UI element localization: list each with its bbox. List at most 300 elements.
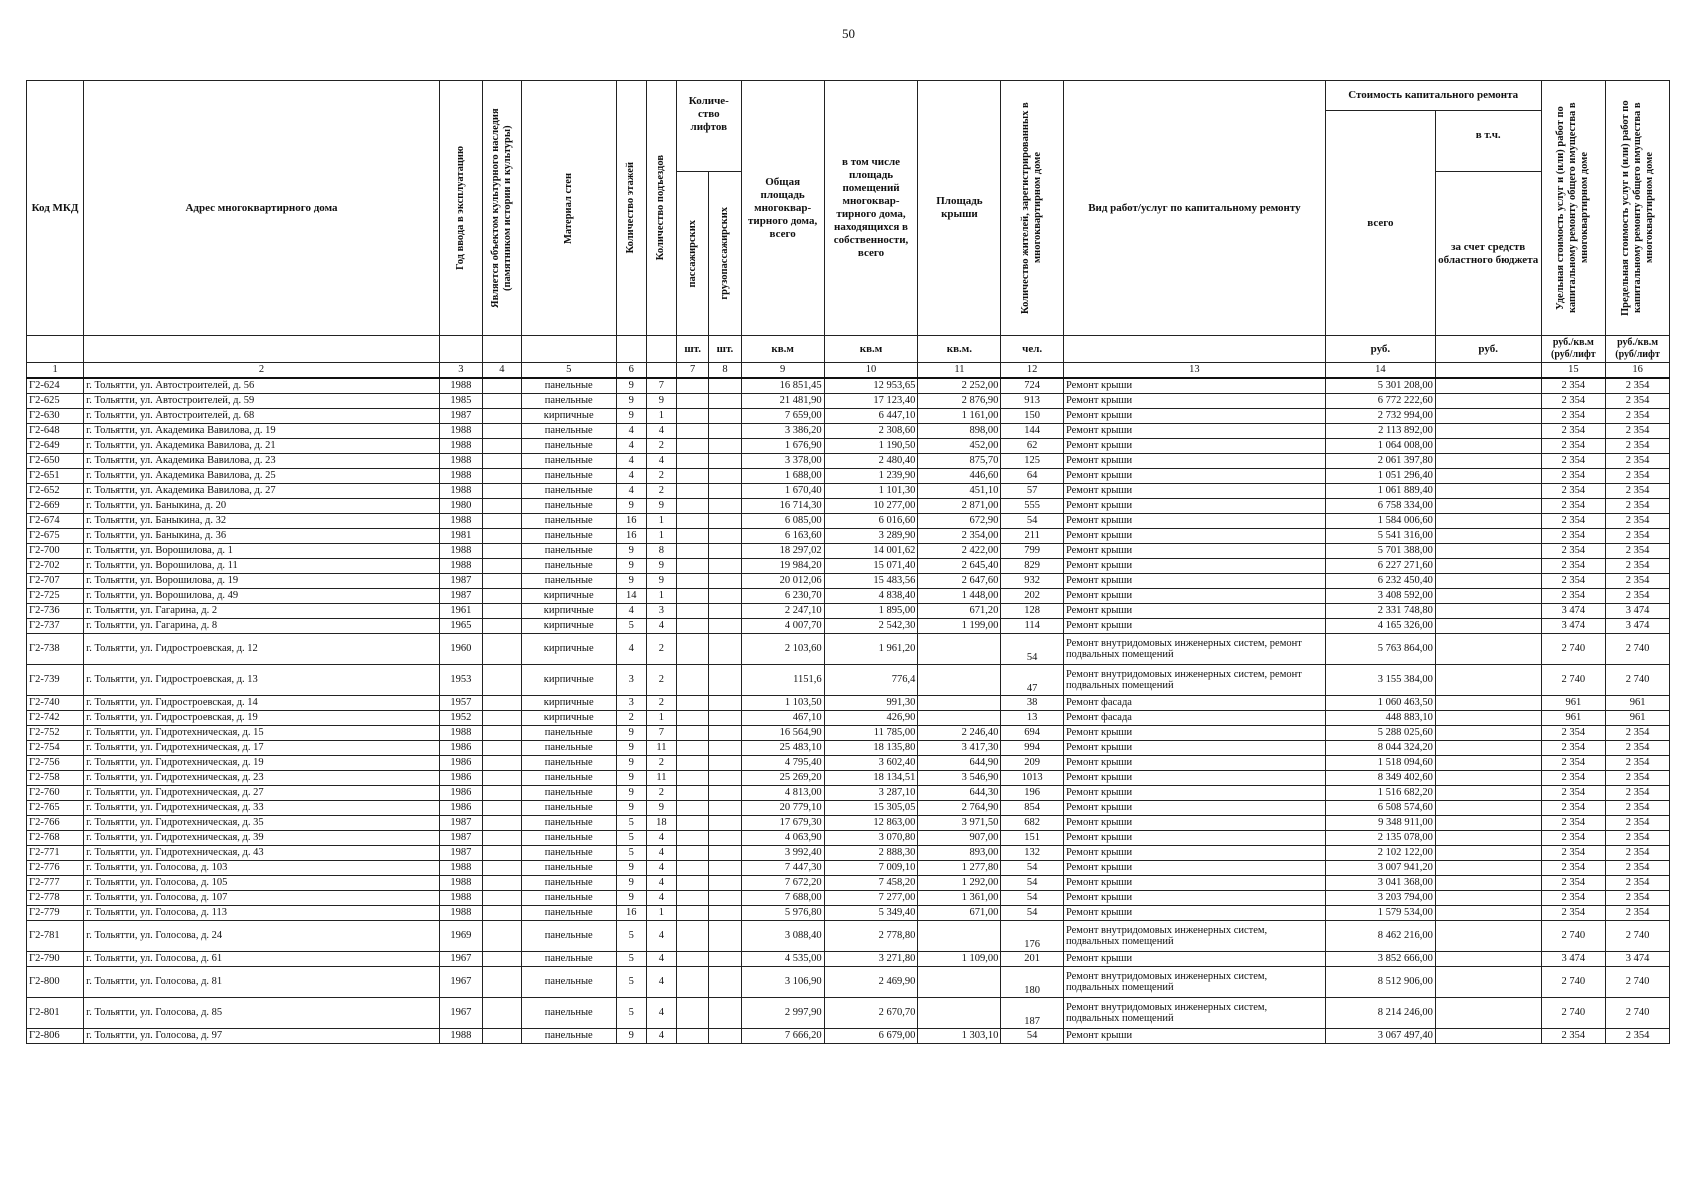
table-cell: 9 [616, 559, 646, 574]
table-cell: панельные [521, 998, 616, 1029]
table-cell: Г2-768 [27, 831, 84, 846]
table-cell: 2 [616, 711, 646, 726]
table-cell: 4 [646, 998, 676, 1029]
table-cell: 4 [646, 891, 676, 906]
table-row [27, 906, 1670, 921]
table-cell [1435, 696, 1541, 711]
table-cell [482, 756, 521, 771]
header-max-cost: Предельная стоимость услуг и (или) работ по капитальному ремонту общего имущества в многоквартирном доме [1606, 81, 1670, 336]
table-cell: Ремонт крыши [1063, 619, 1325, 634]
table-cell: 4 [616, 484, 646, 499]
header-unit-cost: Удельная стоимость услуг и (или) работ по капитальному ремонту общего имущества в многоквартирном доме [1541, 81, 1606, 336]
table-cell: 17 679,30 [741, 816, 824, 831]
table-cell: 2 354 [1541, 514, 1606, 529]
table-cell: 2 354 [1541, 1029, 1606, 1044]
table-cell: 8 512 906,00 [1325, 967, 1435, 998]
header-residents: Количество жителей, зарегистрированных в многоквартирном доме [1001, 81, 1064, 336]
table-cell [709, 574, 741, 589]
table-cell: 5 [616, 846, 646, 861]
table-cell: 5 [616, 967, 646, 998]
table-cell: 2 354 [1541, 378, 1606, 394]
table-cell: панельные [521, 876, 616, 891]
table-cell: 4 [646, 619, 676, 634]
header-entrances: Количество подъездов [646, 81, 676, 336]
table-cell [709, 967, 741, 998]
table-cell: г. Тольятти, ул. Академика Вавилова, д. 19 [84, 424, 440, 439]
table-cell [676, 861, 708, 876]
table-cell: 4 [646, 921, 676, 952]
table-cell: 9 [646, 574, 676, 589]
table-cell: 2 354 [1606, 756, 1670, 771]
table-cell [1435, 816, 1541, 831]
table-cell: Ремонт внутридомовых инженерных систем, подвальных помещений [1063, 998, 1325, 1029]
table-cell [1435, 394, 1541, 409]
table-cell: 9 [646, 394, 676, 409]
table-cell: 2 354 [1541, 574, 1606, 589]
table-cell [709, 726, 741, 741]
table-cell [482, 574, 521, 589]
table-cell: 7 447,30 [741, 861, 824, 876]
table-cell [1435, 574, 1541, 589]
table-cell [1435, 619, 1541, 634]
table-cell: 3 088,40 [741, 921, 824, 952]
table-row [27, 1029, 1670, 1044]
table-cell: 1 239,90 [824, 469, 918, 484]
table-cell: 5 [616, 831, 646, 846]
table-cell: 2 354 [1541, 589, 1606, 604]
table-cell: панельные [521, 741, 616, 756]
table-cell [1435, 711, 1541, 726]
table-cell: панельные [521, 756, 616, 771]
table-cell: 1 [646, 589, 676, 604]
table-cell: Г2-742 [27, 711, 84, 726]
table-cell: 9 [616, 891, 646, 906]
table-cell [709, 696, 741, 711]
table-cell: 1988 [439, 439, 482, 454]
table-cell: 2 [646, 696, 676, 711]
table-cell [1435, 831, 1541, 846]
table-cell [1435, 891, 1541, 906]
table-cell: 644,30 [918, 786, 1001, 801]
table-row [27, 439, 1670, 454]
table-cell: 2 354 [1606, 816, 1670, 831]
unit-pcs-passenger: шт. [676, 336, 708, 363]
table-cell: Ремонт крыши [1063, 891, 1325, 906]
table-cell: 1988 [439, 906, 482, 921]
table-cell [709, 589, 741, 604]
table-cell: панельные [521, 726, 616, 741]
table-cell: 799 [1001, 544, 1064, 559]
header-address: Адрес многоквартирного дома [84, 81, 440, 336]
table-cell: 2 740 [1541, 921, 1606, 952]
table-cell: г. Тольятти, ул. Гидротехническая, д. 43 [84, 846, 440, 861]
table-cell: 1 109,00 [918, 952, 1001, 967]
table-cell [1435, 665, 1541, 696]
table-cell: г. Тольятти, ул. Гидростроевская, д. 19 [84, 711, 440, 726]
table-cell: Ремонт крыши [1063, 424, 1325, 439]
table-cell: г. Тольятти, ул. Голосова, д. 61 [84, 952, 440, 967]
unit-total-area: кв.м [741, 336, 824, 363]
table-cell: 9 [646, 559, 676, 574]
table-cell: 3 106,90 [741, 967, 824, 998]
table-row [27, 378, 1670, 394]
table-cell [482, 921, 521, 952]
table-cell: 2 740 [1541, 998, 1606, 1029]
table-cell [482, 634, 521, 665]
table-cell: 14 [616, 589, 646, 604]
table-cell [676, 514, 708, 529]
table-cell: 6 232 450,40 [1325, 574, 1435, 589]
table-cell [1435, 499, 1541, 514]
table-cell: 2 740 [1606, 665, 1670, 696]
table-cell: 4 165 326,00 [1325, 619, 1435, 634]
table-cell: 9 [616, 409, 646, 424]
table-cell: 2 354 [1541, 756, 1606, 771]
table-cell [482, 544, 521, 559]
table-cell: 2 354 [1541, 529, 1606, 544]
table-cell: Г2-806 [27, 1029, 84, 1044]
table-row [27, 801, 1670, 816]
table-cell: 2 888,30 [824, 846, 918, 861]
table-row [27, 967, 1670, 998]
table-cell: Ремонт крыши [1063, 544, 1325, 559]
table-cell [709, 619, 741, 634]
table-cell [482, 589, 521, 604]
table-cell [709, 861, 741, 876]
table-cell: 3 386,20 [741, 424, 824, 439]
unit-max-cost: руб./кв.м (руб/лифт [1606, 336, 1670, 363]
table-row [27, 604, 1670, 619]
table-cell: 672,90 [918, 514, 1001, 529]
table-cell: Г2-801 [27, 998, 84, 1029]
table-cell: Ремонт крыши [1063, 514, 1325, 529]
table-cell: Г2-781 [27, 921, 84, 952]
column-number: 14 [1325, 363, 1435, 379]
table-cell: 893,00 [918, 846, 1001, 861]
table-cell: Г2-649 [27, 439, 84, 454]
table-cell [482, 484, 521, 499]
table-cell: 15 071,40 [824, 559, 918, 574]
table-cell [1435, 589, 1541, 604]
table-cell: 3 [616, 665, 646, 696]
table-cell [676, 544, 708, 559]
table-cell: 1985 [439, 394, 482, 409]
table-cell: 3 041 368,00 [1325, 876, 1435, 891]
table-cell: 3 378,00 [741, 454, 824, 469]
table-cell [482, 876, 521, 891]
table-cell [676, 741, 708, 756]
table-cell: Г2-736 [27, 604, 84, 619]
table-cell: 4 [646, 424, 676, 439]
table-cell: Г2-738 [27, 634, 84, 665]
table-cell: 1 961,20 [824, 634, 918, 665]
table-cell: 3 417,30 [918, 741, 1001, 756]
table-cell: 16 [616, 529, 646, 544]
table-row [27, 634, 1670, 665]
table-cell: 3 971,50 [918, 816, 1001, 831]
table-cell [676, 454, 708, 469]
table-cell: 1 516 682,20 [1325, 786, 1435, 801]
table-cell: Ремонт крыши [1063, 589, 1325, 604]
table-cell: 9 [616, 756, 646, 771]
table-cell [1435, 454, 1541, 469]
table-cell: панельные [521, 771, 616, 786]
table-cell: 25 269,20 [741, 771, 824, 786]
table-cell: Ремонт крыши [1063, 861, 1325, 876]
table-cell [1435, 424, 1541, 439]
table-cell: г. Тольятти, ул. Голосова, д. 113 [84, 906, 440, 921]
table-cell: г. Тольятти, ул. Гидротехническая, д. 27 [84, 786, 440, 801]
unit-cost-total: руб. [1325, 336, 1435, 363]
table-cell [1435, 786, 1541, 801]
table-cell: 2 [646, 634, 676, 665]
table-cell: 1 [646, 529, 676, 544]
table-cell: Г2-790 [27, 952, 84, 967]
table-cell [482, 998, 521, 1029]
table-cell [676, 771, 708, 786]
table-cell: 1 190,50 [824, 439, 918, 454]
table-cell: 1988 [439, 891, 482, 906]
table-cell: Ремонт крыши [1063, 559, 1325, 574]
table-cell: 9 [616, 726, 646, 741]
table-cell: 932 [1001, 574, 1064, 589]
table-cell [709, 544, 741, 559]
table-cell [709, 394, 741, 409]
table-cell: 2 469,90 [824, 967, 918, 998]
table-cell: 2 354 [1541, 741, 1606, 756]
table-cell: 18 135,80 [824, 741, 918, 756]
table-cell: 1988 [439, 544, 482, 559]
table-cell: 3 474 [1606, 604, 1670, 619]
table-cell: 1 [646, 711, 676, 726]
table-cell [709, 921, 741, 952]
table-cell: 2 354 [1606, 831, 1670, 846]
table-cell: панельные [521, 816, 616, 831]
table-cell: Г2-771 [27, 846, 84, 861]
table-cell [709, 998, 741, 1029]
table-cell: панельные [521, 378, 616, 394]
header-total-area: Общая площадь многоквар-тирного дома, всего [741, 81, 824, 336]
unit-pcs-cargo: шт. [709, 336, 741, 363]
table-cell: г. Тольятти, ул. Академика Вавилова, д. 27 [84, 484, 440, 499]
table-cell: 2 354 [1541, 469, 1606, 484]
table-cell: 2 354 [1606, 514, 1670, 529]
table-cell: Ремонт крыши [1063, 952, 1325, 967]
table-cell: 7 688,00 [741, 891, 824, 906]
table-cell: Ремонт внутридомовых инженерных систем, подвальных помещений [1063, 921, 1325, 952]
table-cell: 20 012,06 [741, 574, 824, 589]
column-number: 4 [482, 363, 521, 379]
table-cell [482, 816, 521, 831]
table-cell: 132 [1001, 846, 1064, 861]
table-cell [676, 424, 708, 439]
table-cell: Г2-737 [27, 619, 84, 634]
table-cell [1435, 967, 1541, 998]
table-cell [709, 469, 741, 484]
unit-owned-area: кв.м [824, 336, 918, 363]
table-row [27, 484, 1670, 499]
table-cell: 47 [1001, 665, 1064, 696]
table-cell: 2 354 [1606, 544, 1670, 559]
table-cell [1435, 529, 1541, 544]
table-row [27, 589, 1670, 604]
table-cell: 2 354 [1541, 559, 1606, 574]
table-cell [482, 439, 521, 454]
table-cell: 451,10 [918, 484, 1001, 499]
table-cell: 2 354 [1606, 484, 1670, 499]
table-cell [676, 484, 708, 499]
table-cell: кирпичные [521, 589, 616, 604]
table-cell: 644,90 [918, 756, 1001, 771]
table-cell: 21 481,90 [741, 394, 824, 409]
table-cell: 3 546,90 [918, 771, 1001, 786]
table-cell: 13 [1001, 711, 1064, 726]
table-cell: Ремонт фасада [1063, 711, 1325, 726]
table-cell [482, 696, 521, 711]
table-cell: 2 061 397,80 [1325, 454, 1435, 469]
header-code: Код МКД [27, 81, 84, 336]
table-cell: г. Тольятти, ул. Баныкина, д. 36 [84, 529, 440, 544]
table-cell: 961 [1541, 711, 1606, 726]
table-cell: Ремонт крыши [1063, 906, 1325, 921]
table-cell: 1988 [439, 378, 482, 394]
table-cell: г. Тольятти, ул. Баныкина, д. 32 [84, 514, 440, 529]
column-number: 5 [521, 363, 616, 379]
table-row [27, 454, 1670, 469]
table-cell: Г2-760 [27, 786, 84, 801]
table-cell: 18 134,51 [824, 771, 918, 786]
table-cell [709, 741, 741, 756]
table-cell [482, 726, 521, 741]
header-year: Год ввода в эксплуатацию [439, 81, 482, 336]
table-cell [482, 378, 521, 394]
table-cell: 4 [616, 469, 646, 484]
table-cell: 25 483,10 [741, 741, 824, 756]
table-cell: 2 354 [1606, 741, 1670, 756]
table-cell: 2 354 [1606, 439, 1670, 454]
table-cell [676, 726, 708, 741]
table-cell: 2 354 [1606, 1029, 1670, 1044]
table-row [27, 861, 1670, 876]
table-cell: Г2-669 [27, 499, 84, 514]
table-cell: 2 113 892,00 [1325, 424, 1435, 439]
table-cell: 12 953,65 [824, 378, 918, 394]
table-cell [482, 529, 521, 544]
table-cell [676, 1029, 708, 1044]
table-cell: Ремонт крыши [1063, 484, 1325, 499]
table-cell: 3 155 384,00 [1325, 665, 1435, 696]
table-cell: панельные [521, 544, 616, 559]
table-cell: 2 [646, 469, 676, 484]
table-cell: 15 305,05 [824, 801, 918, 816]
table-cell: 961 [1606, 696, 1670, 711]
table-cell: 2 354 [1541, 484, 1606, 499]
table-cell: 1986 [439, 741, 482, 756]
table-cell [1435, 921, 1541, 952]
table-cell: 2 740 [1606, 634, 1670, 665]
table-cell: г. Тольятти, ул. Ворошилова, д. 19 [84, 574, 440, 589]
table-cell [709, 786, 741, 801]
table-cell: Ремонт крыши [1063, 831, 1325, 846]
table-cell: 125 [1001, 454, 1064, 469]
header-owned-area: в том числе площадь помещений многоквар-тирного дома, находящихся в собственности, всего [824, 81, 918, 336]
table-cell: г. Тольятти, ул. Академика Вавилова, д. 23 [84, 454, 440, 469]
table-cell: 9 [646, 499, 676, 514]
table-cell: 2 542,30 [824, 619, 918, 634]
table-cell: 1 [646, 906, 676, 921]
table-row [27, 952, 1670, 967]
table-cell: Ремонт фасада [1063, 696, 1325, 711]
table-cell: 2 354 [1541, 786, 1606, 801]
table-cell: панельные [521, 499, 616, 514]
table-cell: 2 354 [1606, 771, 1670, 786]
table-cell: 2 354 [1606, 589, 1670, 604]
table-cell: 2 354 [1541, 394, 1606, 409]
table-cell: Г2-624 [27, 378, 84, 394]
table-cell: 4 063,90 [741, 831, 824, 846]
table-cell: Ремонт крыши [1063, 574, 1325, 589]
table-cell: г. Тольятти, ул. Гидротехническая, д. 39 [84, 831, 440, 846]
table-cell: 1988 [439, 484, 482, 499]
table-cell: 1 [646, 514, 676, 529]
table-cell [918, 665, 1001, 696]
header-floors: Количество этажей [616, 81, 646, 336]
table-cell: панельные [521, 439, 616, 454]
table-cell [482, 469, 521, 484]
table-cell: г. Тольятти, ул. Гидротехническая, д. 33 [84, 801, 440, 816]
table-row [27, 816, 1670, 831]
table-cell: г. Тольятти, ул. Голосова, д. 105 [84, 876, 440, 891]
table-cell [676, 574, 708, 589]
table-cell: 829 [1001, 559, 1064, 574]
table-row [27, 499, 1670, 514]
table-cell: панельные [521, 484, 616, 499]
table-cell: Ремонт крыши [1063, 409, 1325, 424]
table-cell: 16 [616, 514, 646, 529]
table-cell: 4 [646, 952, 676, 967]
table-cell: 2 354 [1541, 771, 1606, 786]
table-cell: 1 061 889,40 [1325, 484, 1435, 499]
table-cell: г. Тольятти, ул. Голосова, д. 85 [84, 998, 440, 1029]
table-cell [676, 816, 708, 831]
table-cell [676, 559, 708, 574]
table-cell [676, 634, 708, 665]
table-cell: 1952 [439, 711, 482, 726]
table-cell: Ремонт крыши [1063, 741, 1325, 756]
table-cell: Ремонт внутридомовых инженерных систем, ремонт подвальных помещений [1063, 665, 1325, 696]
table-cell [709, 484, 741, 499]
table-cell [1435, 726, 1541, 741]
table-cell: 4 [646, 1029, 676, 1044]
table-cell: 1151,6 [741, 665, 824, 696]
table-cell: 6 758 334,00 [1325, 499, 1435, 514]
table-cell: 671,00 [918, 906, 1001, 921]
table-cell: 4 [646, 454, 676, 469]
table-cell: 1986 [439, 801, 482, 816]
table-cell: 2 354 [1541, 831, 1606, 846]
table-cell: 6 016,60 [824, 514, 918, 529]
table-cell: г. Тольятти, ул. Гидротехническая, д. 19 [84, 756, 440, 771]
table-cell [482, 771, 521, 786]
table-cell [676, 998, 708, 1029]
table-cell: 5 [616, 619, 646, 634]
table-cell: 5 [616, 998, 646, 1029]
table-cell [676, 394, 708, 409]
table-cell: г. Тольятти, ул. Ворошилова, д. 11 [84, 559, 440, 574]
table-cell: 2 354 [1606, 891, 1670, 906]
header-cost-total: всего [1325, 111, 1435, 336]
table-row [27, 696, 1670, 711]
